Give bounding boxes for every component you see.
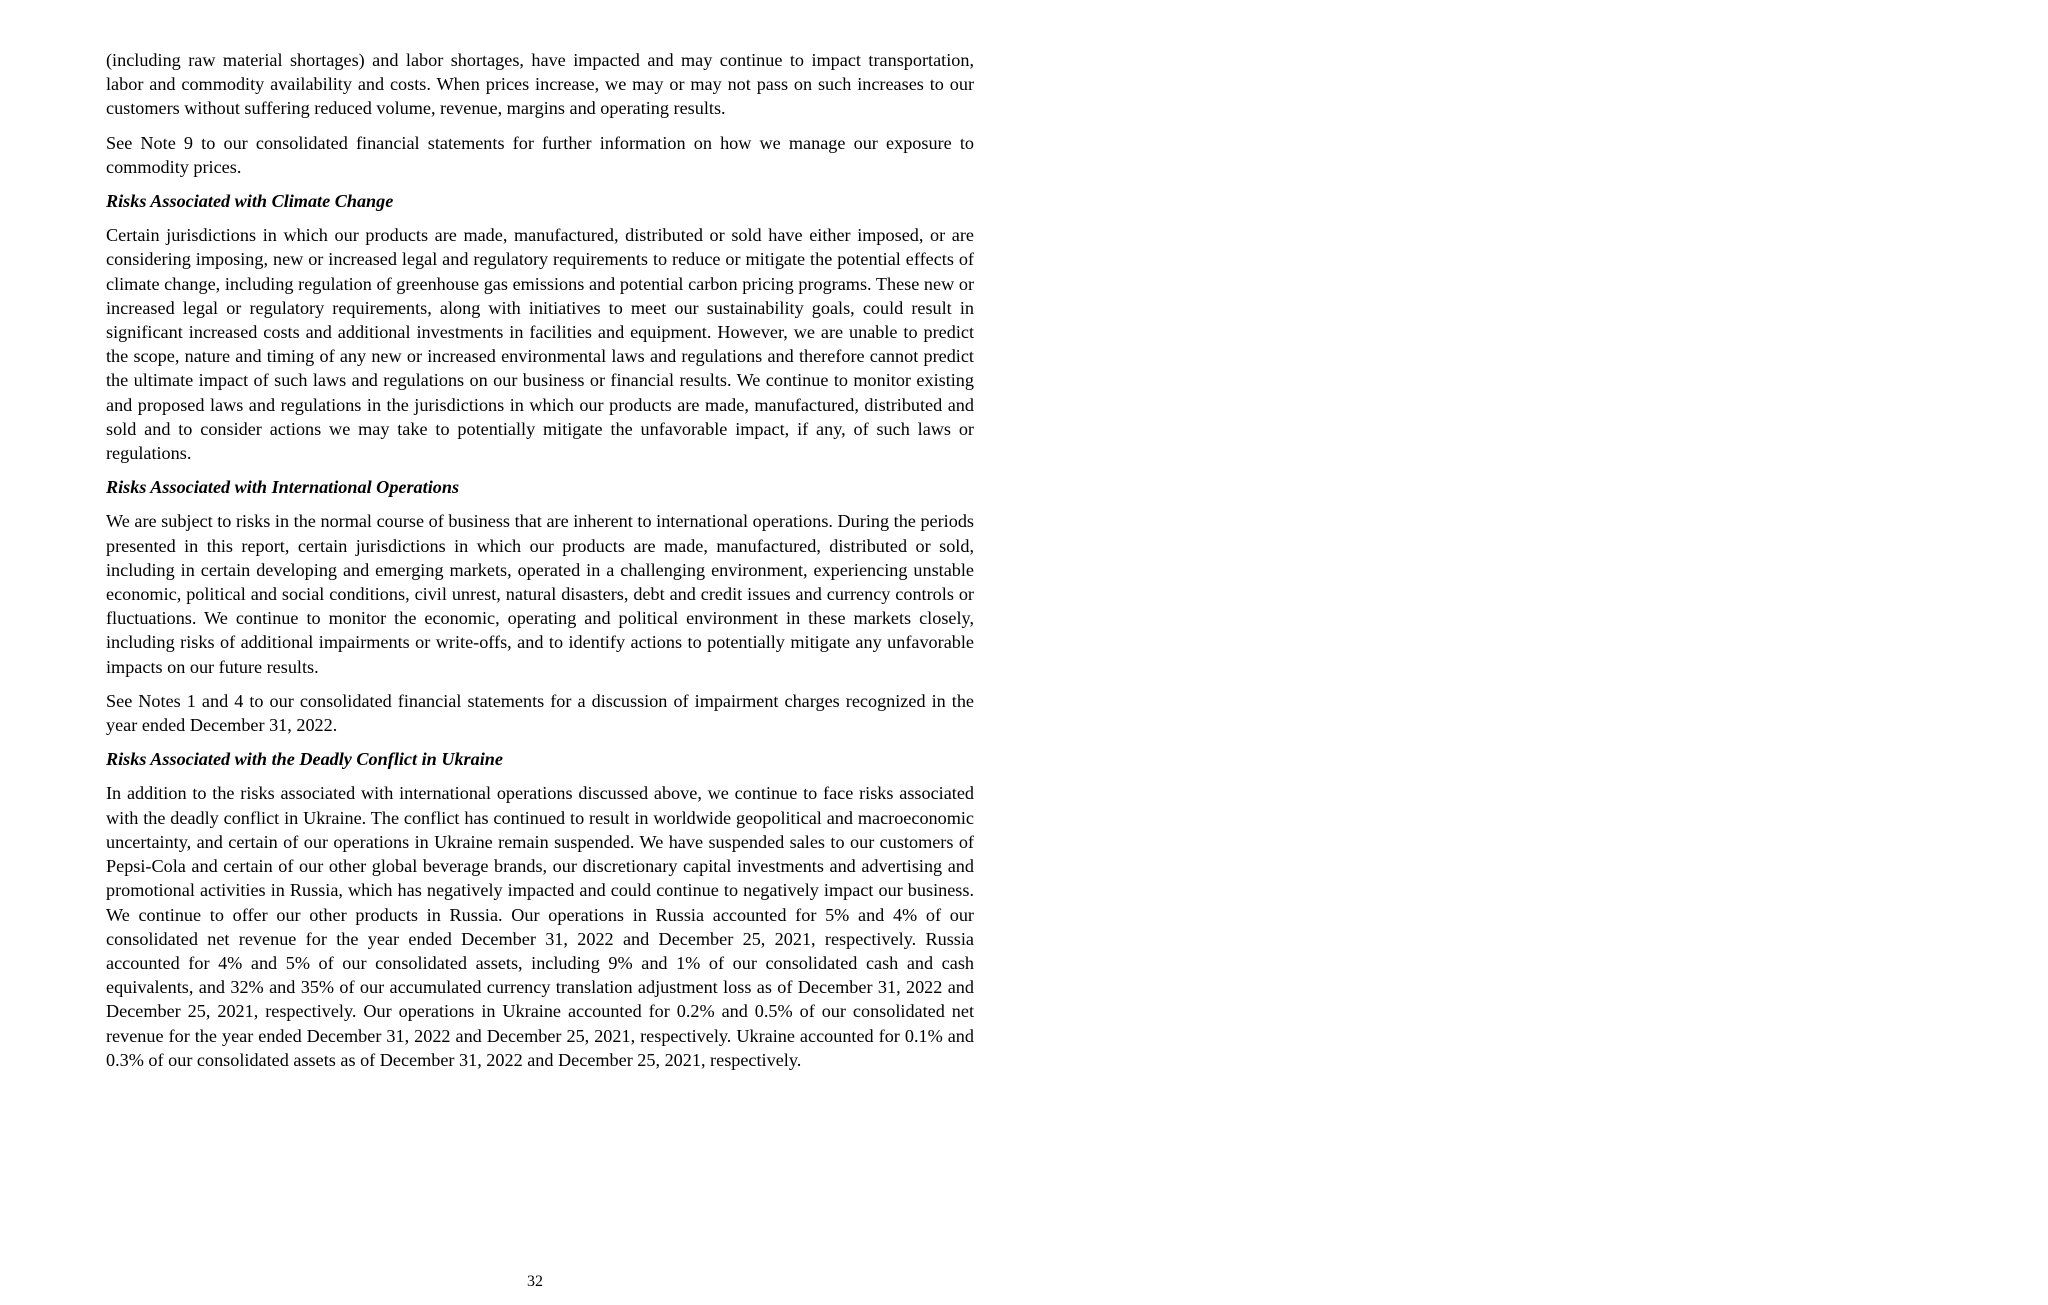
paragraph-note-9-reference: See Note 9 to our consolidated financial statements for further information on how we manage our exposure to commodity prices. xyxy=(106,132,974,177)
heading-international-operations: Risks Associated with International Operations xyxy=(106,477,460,498)
paragraph-ukraine-conflict: In addition to the risks associated with international operations discussed above, we continue to face risks associated with the deadly conflict in Ukraine. The conflict has continued to result in worldwide geopolitical and macroeconomic uncertainty, and certain of our operations in Ukraine remain suspended. We have suspended sales to our customers of Pepsi-Cola and certain of our other global beverage brands, our discretionary capital investments and advertising and promotional activities in Russia, which has negatively impacted and could continue to negatively impact our business. We continue to offer our other products in Russia. Our operations in Russia accounted for 5% and 4% of our consolidated net revenue for the year ended December 31, 2022 and December 25, 2021, respectively. Russia accounted for 4% and 5% of our consolidated assets, including 9% and 1% of our consolidated cash and cash equivalents, and 32% and 35% of our accumulated currency translation adjustment loss as of December 31, 2022 and December 25, 2021, respectively. Our operations in Ukraine accounted for 0.2% and 0.5% of our consolidated net revenue for the year ended December 31, 2022 and December 25, 2021, respectively. Ukraine accounted for 0.1% and 0.3% of our consolidated assets as of December 31, 2022 and December 25, 2021, respectively. xyxy=(106,783,974,1070)
paragraph-impairment-notes-reference: See Notes 1 and 4 to our consolidated financial statements for a discussion of impairment charges recognized in the year ended December 31, 2022. xyxy=(106,690,974,736)
page-number: 32 xyxy=(527,1273,543,1290)
paragraph-international-operations: We are subject to risks in the normal course of business that are inherent to international operations. During the periods presented in this report, certain jurisdictions in which our products are made, manufactured, distributed or sold, including in certain developing and emerging markets, operated in a challenging environment, experiencing unstable economic, political and social conditions, civil unrest, natural disasters, debt and credit issues and currency controls or fluctuations. We continue to monitor the economic, operating and political environment in these markets closely, including risks of additional impairments or write-offs, and to identify actions to potentially mitigate any unfavorable impacts on our future results. xyxy=(106,511,974,677)
paragraph-climate-change: Certain jurisdictions in which our products are made, manufactured, distributed or sold have either imposed, or are considering imposing, new or increased legal and regulatory requirements to reduce or mitigate the potential effects of climate change, including regulation of greenhouse gas emissions and potential carbon pricing programs. These new or increased legal or regulatory requirements, along with initiatives to meet our sustainability goals, could result in significant increased costs and additional investments in facilities and equipment. However, we are unable to predict the scope, nature and timing of any new or increased environmental laws and regulations and therefore cannot predict the ultimate impact of such laws and regulations on our business or financial results. We continue to monitor existing and proposed laws and regulations in the jurisdictions in which our products are made, manufactured, distributed and sold and to consider actions we may take to potentially mitigate the unfavorable impact, if any, of such laws or regulations. xyxy=(106,225,974,464)
document-page xyxy=(106,48,974,1082)
heading-ukraine-conflict: Risks Associated with the Deadly Conflict in Ukraine xyxy=(106,749,503,770)
paragraph-commodity-costs: (including raw material shortages) and labor shortages, have impacted and may continue to impact transportation, labor and commodity availability and costs. When prices increase, we may or may not pass on such increases to our customers without suffering reduced volume, revenue, margins and operating results. xyxy=(106,50,974,119)
heading-climate-change: Risks Associated with Climate Change xyxy=(106,191,394,212)
